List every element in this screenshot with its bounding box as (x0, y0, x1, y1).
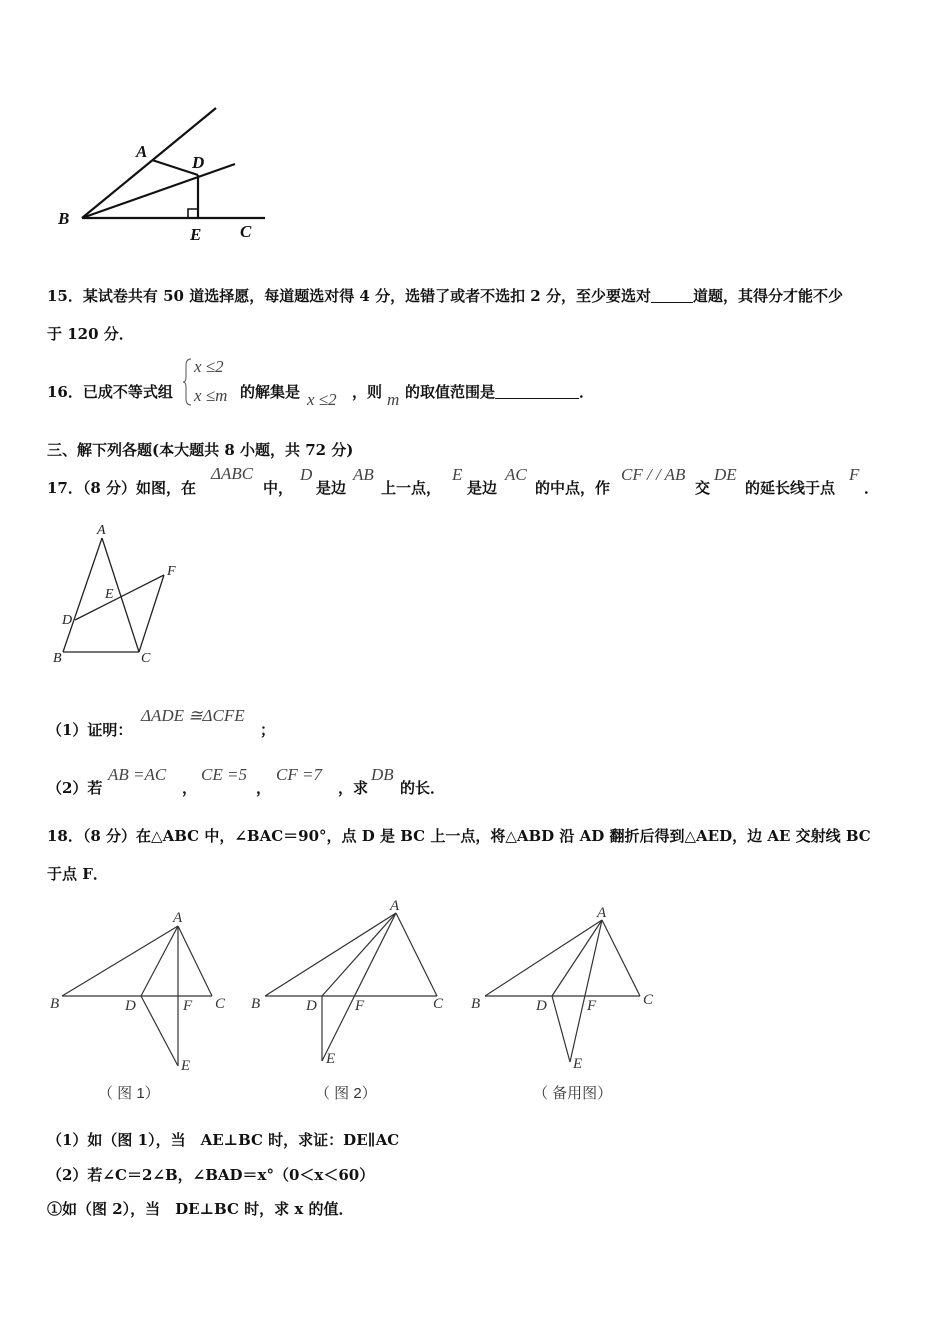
fig3-de (552, 996, 570, 1062)
q17-num: 17．（8 分）如图，在 (47, 479, 197, 497)
fig1-de (141, 996, 178, 1066)
fig1-label-b: B (50, 996, 60, 1012)
q17-tri: ΔABC (211, 464, 254, 483)
fig3-ac (602, 920, 640, 996)
fig2-ad (322, 913, 396, 996)
q16-suffix (405, 383, 594, 401)
q17-cf-parallel-ab: CF / / AB (621, 465, 686, 484)
q15-text-b: 道题，其得分才能不少 (692, 287, 843, 305)
system-brace (183, 357, 193, 407)
fig3-ae (570, 920, 602, 1062)
fig1-ac (178, 926, 212, 996)
fig2-caption: （ 图 2） (315, 1085, 377, 1102)
q17-t2: 是边 (316, 479, 347, 497)
q17-label-b: B (53, 651, 62, 666)
figure-q18-1 (40, 900, 240, 1110)
q17-part1-end: ； (260, 721, 276, 739)
fig2-label-a: A (390, 898, 400, 914)
q17-label-e: E (105, 587, 114, 602)
fig3-label-e: E (573, 1056, 583, 1072)
q16-prefix: 16．已成不等式组 (47, 383, 173, 401)
q18-line2: 于点 F． (47, 865, 108, 883)
fig1-caption: （ 图 1） (98, 1085, 160, 1102)
fig2-label-e: E (326, 1051, 336, 1067)
q17-t7: 的延长线于点 (745, 479, 836, 497)
fig2-label-c: C (433, 996, 444, 1012)
fig2-label-f: F (355, 998, 365, 1014)
figure-q17 (45, 520, 195, 675)
q15-blank (651, 288, 693, 303)
fig3-label-c: C (643, 992, 654, 1008)
q15-line1 (47, 287, 843, 305)
q17-t8: ． (864, 479, 880, 497)
label-a: A (136, 142, 148, 161)
q17-part1-expr: ΔADE ≅ΔCFE (141, 706, 245, 725)
fig3-ab (485, 920, 602, 996)
q17-part2-cf: CF =7 (276, 765, 322, 784)
right-angle-mark (188, 209, 198, 218)
q17-label-c: C (141, 651, 151, 666)
fig1-ab (62, 926, 178, 996)
q17-d: D (300, 465, 313, 484)
fig3-caption: （ 备用图） (533, 1085, 613, 1102)
q17-part2-comma1: ， (182, 779, 198, 797)
fig3-label-d: D (536, 998, 547, 1014)
segment-df (75, 575, 164, 620)
fig1-label-e: E (181, 1058, 191, 1074)
figure-q18-2 (245, 895, 460, 1110)
q15-line2: 于 120 分． (47, 325, 134, 343)
q17-t1: 中， (263, 479, 294, 497)
q17-ac: AC (505, 465, 527, 484)
q17-part2-comma2: ， (256, 779, 272, 797)
label-d: D (192, 153, 205, 172)
label-c: C (240, 222, 252, 241)
q17-t3: 上一点， (381, 479, 442, 497)
q16-suffix-text: 的取值范围是 (405, 383, 496, 401)
fig3-ad (552, 920, 602, 996)
q16-var-m: m (387, 390, 400, 409)
q17-label-d: D (62, 613, 73, 628)
fig1-label-d: D (125, 998, 136, 1014)
side-ab (63, 538, 102, 652)
q17-ab: AB (353, 465, 374, 484)
label-e: E (190, 225, 202, 244)
q17-part2-db: DB (371, 765, 394, 784)
q16-solution: x ≤2 (307, 390, 337, 409)
figure-angle-bisector (40, 100, 280, 250)
q17-part1-label: （1）证明： (47, 721, 133, 739)
label-b: B (58, 209, 70, 228)
q17-e: E (452, 465, 463, 484)
q17-part2-ab-ac: AB =AC (108, 765, 167, 784)
q17-part2-ce: CE =5 (201, 765, 247, 784)
q16-system-line1: x ≤2 (194, 357, 224, 376)
q18-line1: 18．（8 分）在△ABC 中，∠BAC＝90°，点 D 是 BC 上一点，将△ABD 沿 AD 翻折后得到△AED，边 AE 交射线 BC (47, 827, 871, 845)
fig1-label-c: C (215, 996, 226, 1012)
fig1-label-f: F (183, 998, 193, 1014)
q16-system-line2: x ≤m (194, 386, 228, 405)
fig2-ab (265, 913, 396, 996)
q16-blank (495, 384, 579, 399)
fig3-label-f: F (587, 998, 597, 1014)
q16-mid: 的解集是 (240, 383, 301, 401)
fig2-label-b: B (251, 996, 261, 1012)
q17-part2-end: 的长． (400, 779, 446, 797)
fig2-label-d: D (306, 998, 317, 1014)
q17-f: F (849, 465, 860, 484)
q15-text-a: 15．某试卷共有 50 道选择愿，每道题选对得 4 分，选错了或者不选扣 2 分，至少要选对 (47, 287, 651, 305)
ray-bd (82, 164, 235, 218)
fig3-label-a: A (597, 905, 607, 921)
section-3-title: 三、解下列各题(本大题共 8 小题，共 72 分) (47, 441, 354, 459)
fig1-label-a: A (173, 910, 183, 926)
q18-part2-1: ①如（图 2），当 DE⊥BC 时，求 x 的值． (47, 1200, 354, 1218)
q17-de: DE (714, 465, 737, 484)
q17-label-f: F (167, 564, 176, 579)
q17-t6: 交 (695, 479, 711, 497)
fig2-ac (396, 913, 437, 996)
fig3-label-b: B (471, 996, 481, 1012)
q16-end: ． (579, 383, 595, 401)
q17-t4: 是边 (467, 479, 498, 497)
fig2-ae (322, 913, 396, 1061)
segment-cf (139, 575, 164, 652)
figure-q18-backup (465, 900, 670, 1110)
q16-then: ，则 (352, 383, 383, 401)
q17-part2-label: （2）若 (47, 779, 103, 797)
q18-part1: （1）如（图 1），当 AE⊥BC 时，求证：DE∥AC (47, 1131, 400, 1149)
q17-t5: 的中点，作 (535, 479, 611, 497)
q17-label-a: A (97, 523, 106, 538)
q18-part2: （2）若∠C＝2∠B，∠BAD＝x°（0＜x＜60） (47, 1166, 375, 1184)
q17-part2-mid: ，求 (338, 779, 369, 797)
